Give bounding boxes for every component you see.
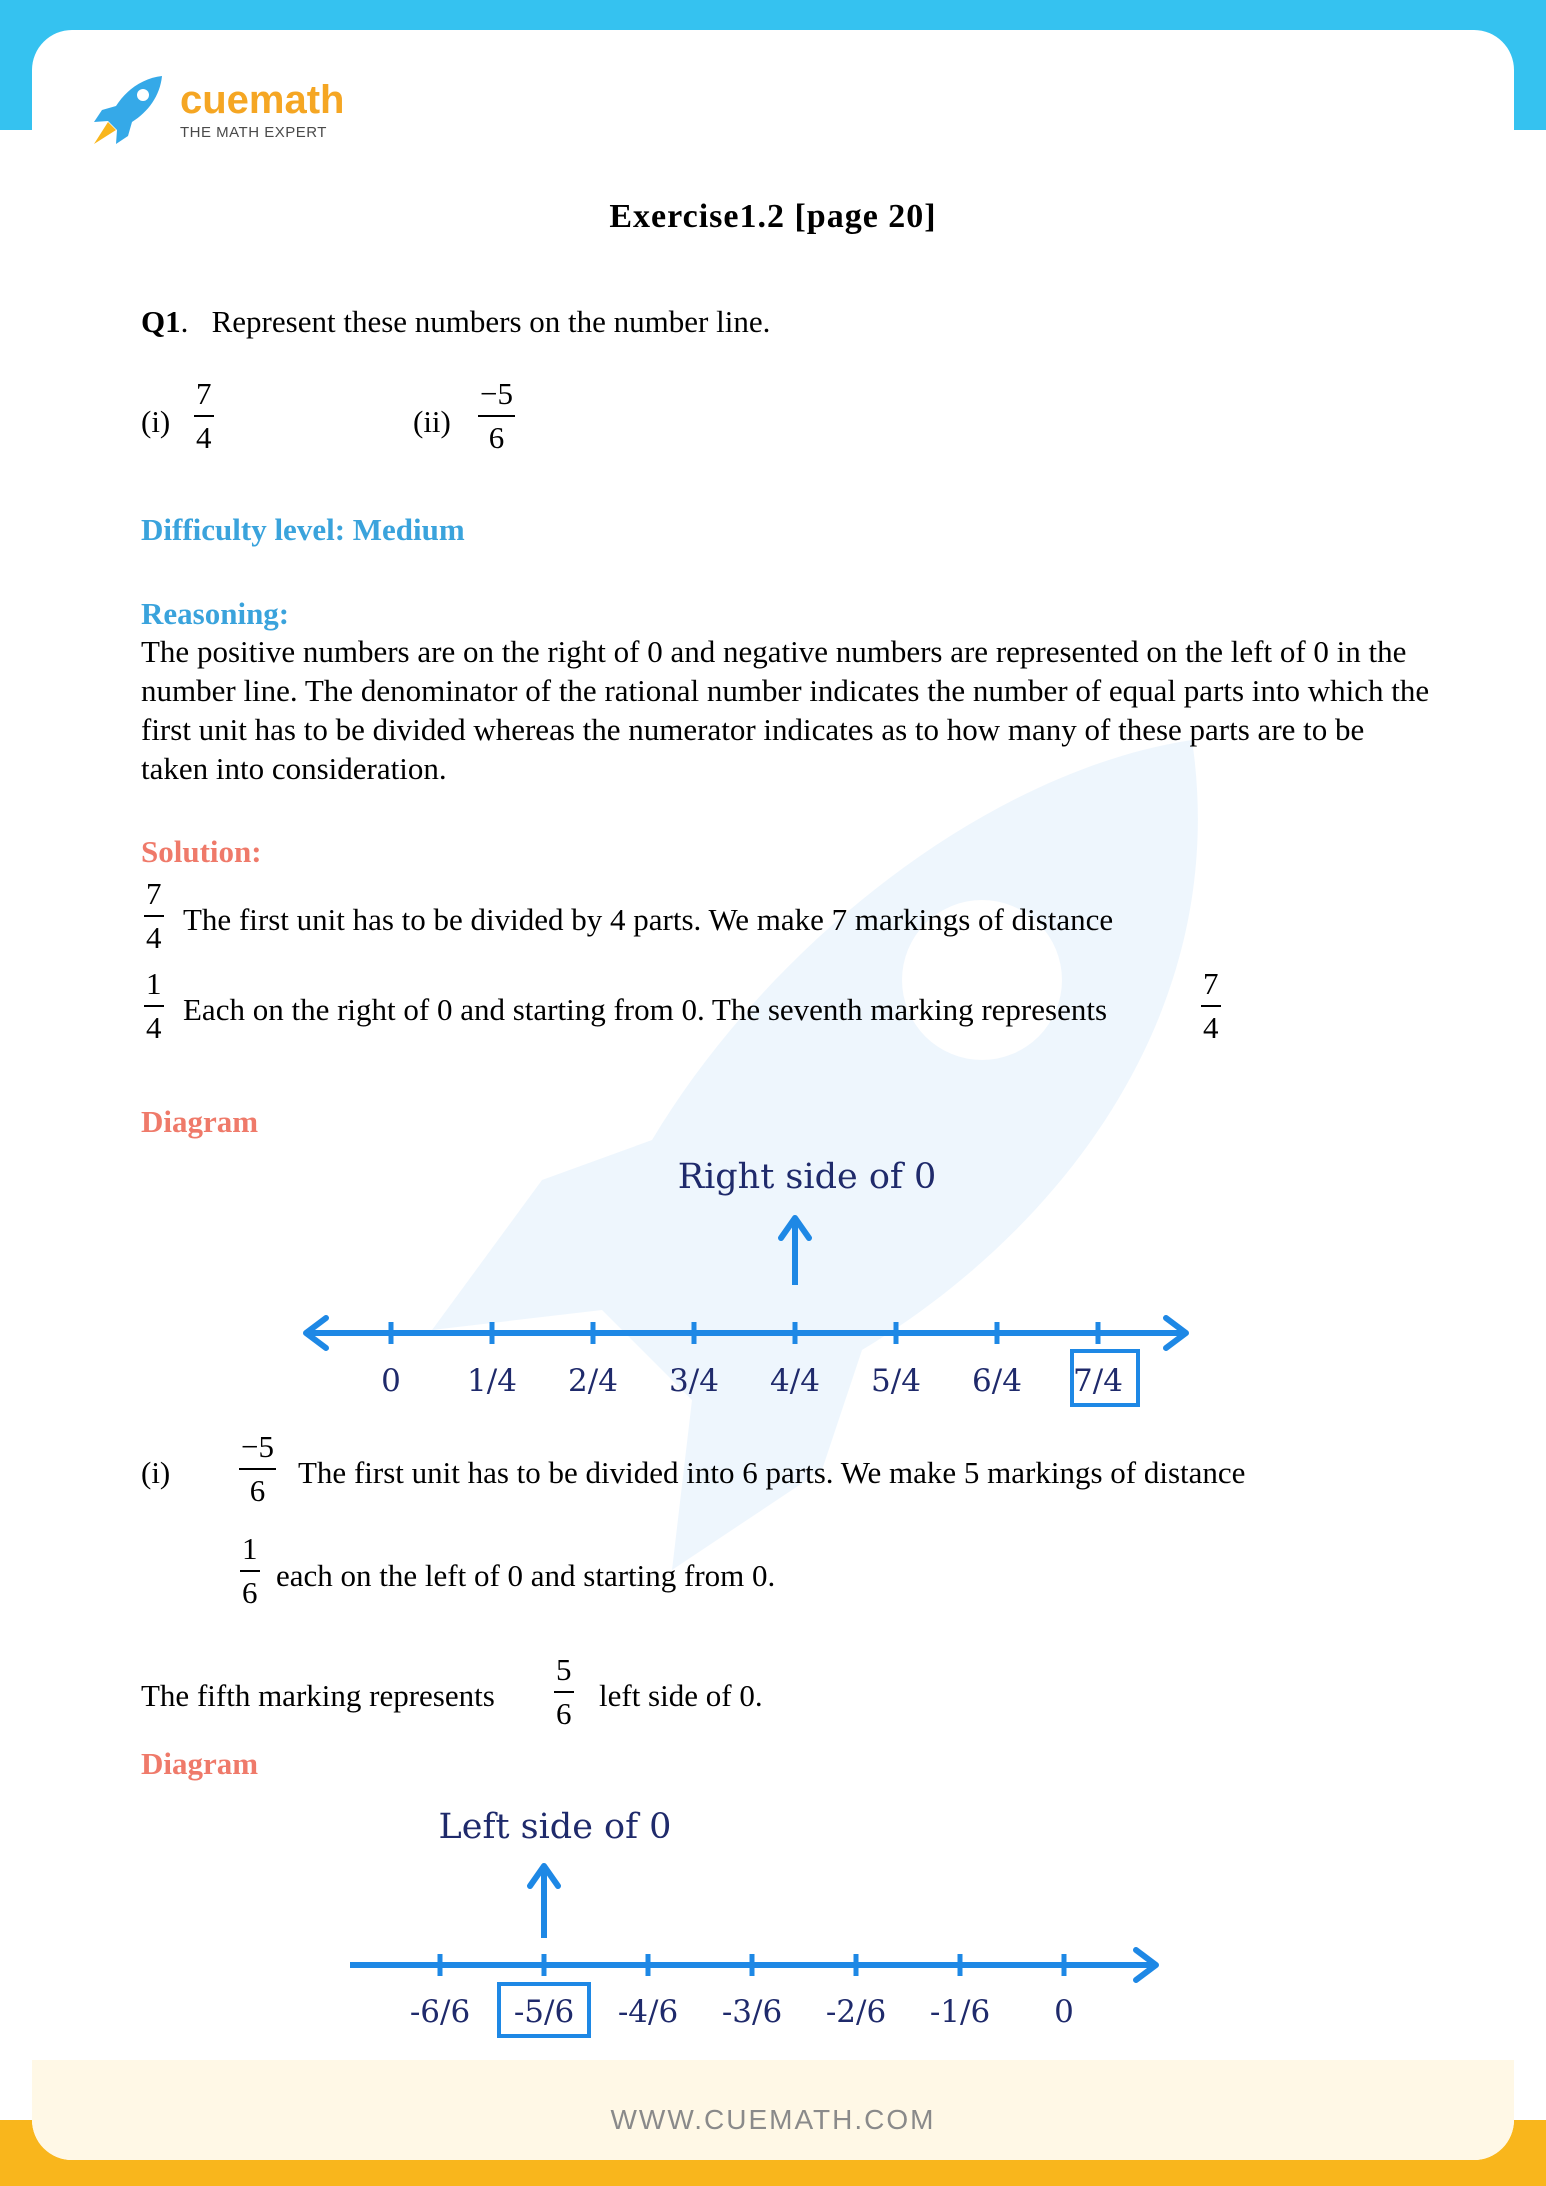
solution-line-2: Each on the right of 0 and starting from 0. The seventh marking represents <box>183 992 1108 1027</box>
fraction-7-4-end: 7 4 <box>1203 966 1219 1045</box>
brand-name: cuemath <box>180 77 345 122</box>
part-i-label: (i) <box>141 404 171 439</box>
solution-line-1: The first unit has to be divided by 4 parts. We make 7 markings of distance <box>183 902 1114 937</box>
difficulty-level: Difficulty level: Medium <box>141 512 465 547</box>
tick-label: 5/4 <box>871 1363 921 1399</box>
reasoning-heading: Reasoning: <box>141 596 290 631</box>
tick-label: -2/6 <box>825 1994 887 2030</box>
fraction-7-4-sol: 7 4 <box>146 876 162 955</box>
tick-label: 4/4 <box>770 1363 820 1399</box>
diagram-1-heading: Diagram <box>141 1104 259 1139</box>
footer-url[interactable]: WWW.CUEMATH.COM <box>610 2104 936 2135</box>
part-two-label: (i) <box>141 1455 171 1490</box>
part-ii-label: (ii) <box>413 404 451 439</box>
fraction-1-6: 1 6 <box>242 1531 258 1610</box>
diagram-2-heading: Diagram <box>141 1746 259 1781</box>
part-two-line-2: each on the left of 0 and starting from 0. <box>276 1558 776 1593</box>
fraction-5-6: 5 6 <box>556 1652 572 1731</box>
tick-label: 0 <box>381 1363 401 1399</box>
tick-label: 1/4 <box>467 1363 517 1399</box>
question-text: Represent these numbers on the number line. <box>211 304 771 339</box>
left-side-caption: Left side of 0 <box>438 1807 672 1847</box>
part-two-line-3-after: left side of 0. <box>599 1678 763 1713</box>
tick-label: -5/6 <box>513 1994 575 2030</box>
tick-label: -3/6 <box>721 1994 783 2030</box>
tick-label: -6/6 <box>409 1994 471 2030</box>
fraction-1-4: 1 4 <box>146 966 162 1045</box>
page-title: Exercise1.2 [page 20] <box>609 198 937 235</box>
question-label: Q1 <box>141 304 181 339</box>
footer-band <box>32 2060 1514 2160</box>
tick-label: -1/6 <box>929 1994 991 2030</box>
number-line-right <box>290 1140 1210 1420</box>
tick-label: 0 <box>1054 1994 1074 2030</box>
tick-label: 6/4 <box>972 1363 1022 1399</box>
up-arrow-icon <box>781 1218 809 1285</box>
question-line: Q1. Represent these numbers on the number line. <box>141 304 771 339</box>
tick-label: 3/4 <box>669 1363 719 1399</box>
up-arrow-icon <box>530 1866 558 1938</box>
part-two-line-1: The first unit has to be divided into 6 parts. We make 5 markings of distance <box>298 1455 1246 1490</box>
brand-tagline: THE MATH EXPERT <box>180 123 327 141</box>
cuemath-logo[interactable] <box>88 70 345 150</box>
fraction-7-4: 7 4 <box>196 376 212 455</box>
fraction-neg5-6-sol: −5 6 <box>241 1429 274 1508</box>
part-two-line-3-before: The fifth marking represents <box>141 1678 495 1713</box>
right-side-caption: Right side of 0 <box>677 1157 937 1197</box>
solution-heading: Solution: <box>141 834 262 869</box>
tick-label: 2/4 <box>568 1363 618 1399</box>
reasoning-text: The positive numbers are on the right of 0 and negative numbers are represented on the left of 0 in the number line. The denominator of the rational number indicates the number of equal parts into which the first unit has to be divided whereas the numerator indicates as to how many of these parts are to be taken into consideration. <box>141 634 1430 786</box>
tick-label: -4/6 <box>617 1994 679 2030</box>
rocket-icon <box>88 70 168 150</box>
tick-label: 7/4 <box>1073 1363 1123 1399</box>
number-line-left <box>340 1790 1170 2050</box>
fraction-neg5-6: −5 6 <box>480 376 513 455</box>
